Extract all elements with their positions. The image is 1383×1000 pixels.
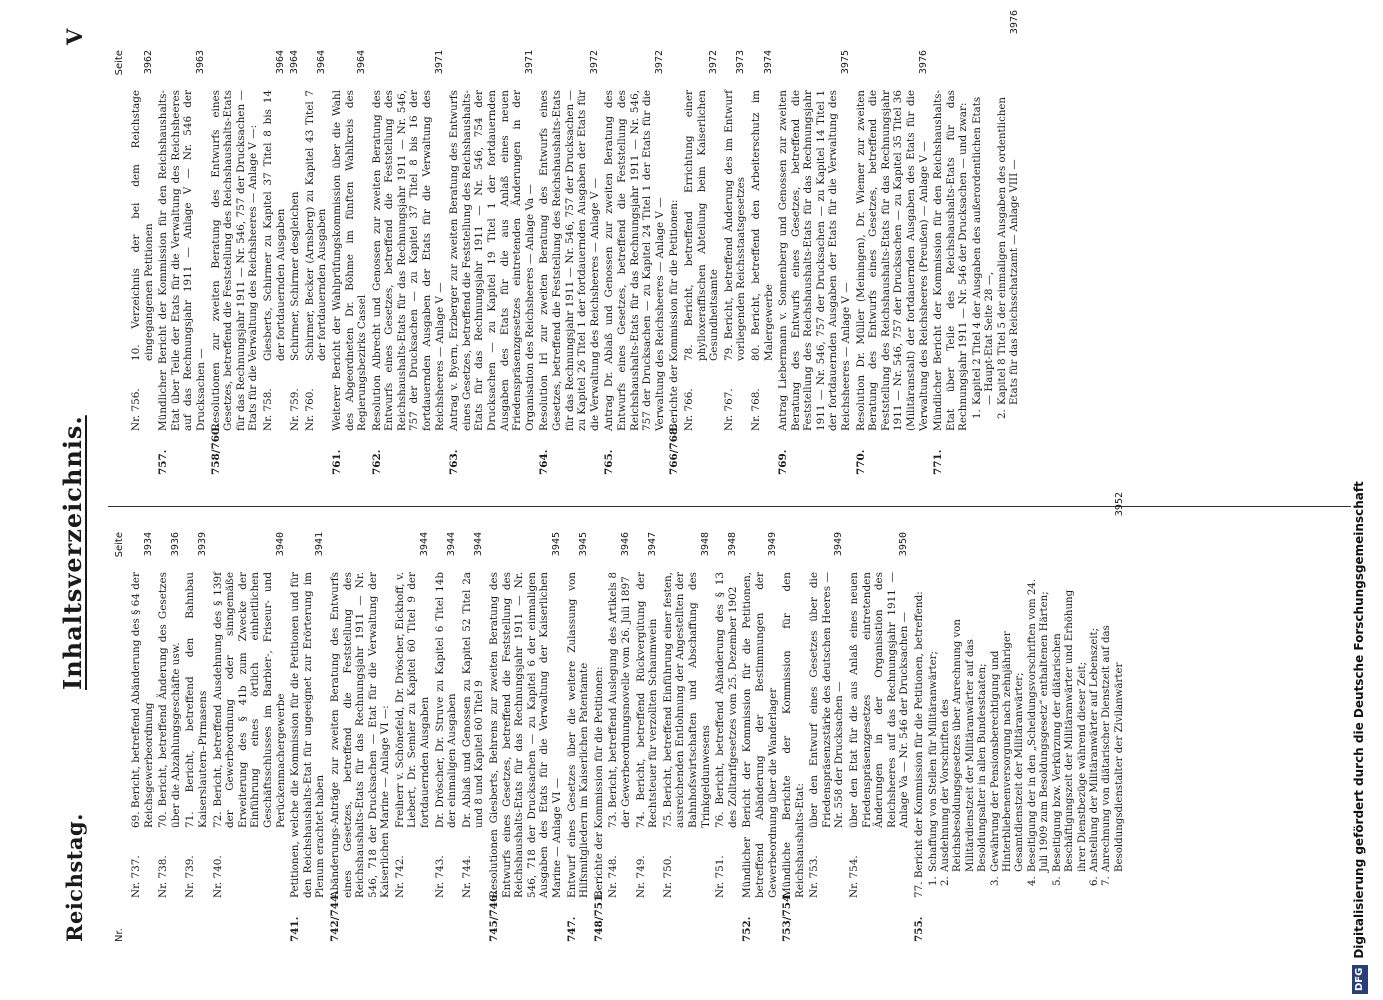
entry-title: Berichte der Kommission für die Petitionen: (592, 666, 605, 898)
toc-subentry (662, 532, 712, 898)
subentry-title: 74. Bericht, betreffend Rückvergütung der Rechtsteuer für verzollten Schaumwein (634, 572, 660, 828)
list-item-number: 1. (972, 409, 983, 419)
page-reference: 3946 (619, 532, 631, 557)
toc-entry (448, 50, 536, 475)
page-reference: 3973 (735, 50, 747, 75)
subentry-title: 79. Bericht, betreffend Änderung des im Entwurf vorliegenden Reichsstaatsgesetzes (722, 90, 748, 361)
toc-entry (603, 50, 666, 475)
subentry-number: Nr. 743. (433, 855, 446, 898)
page-reference: 3952 (1113, 492, 1125, 517)
page-reference: 3949 (766, 532, 778, 557)
subentry-number: Nr. 751. (714, 855, 727, 898)
entry-title: 77. Bericht der Kommission für die Petitionen, betreffend: (913, 591, 926, 898)
page-reference: 3948 (726, 532, 738, 557)
entry-title: Weiterer Bericht der Wahlprüfungskommission über die Wahl des Abgeordneten Dr. Böhme im fünften Wahlkreis des Regierungsbezirks Cassel (330, 90, 369, 431)
subentry-number: Nr. 740. (211, 855, 224, 898)
subentry-title: Dr. Ablaß und Genossen zu Kapitel 52 Titel 2a und 8 und Kapitel 60 Titel 9 (460, 572, 486, 828)
page-reference: 3962 (142, 50, 154, 75)
toc-subentry (461, 532, 486, 898)
subentry-title: Schirmer, Becker (Arnsberg) zu Kapitel 43 Titel 7 der fortdauernden Ausgaben (303, 90, 329, 361)
footer-text: Digitalisierung gefördert durch die Deutsche Forschungsgemeinschaft (1352, 481, 1366, 959)
subentry-number: Nr. 748. (607, 855, 620, 898)
entry-title: Abänderungs-Anträge zur zweiten Beratung des Entwurfs eines Gesetzes, betreffend die Feststellung des Reichshaushalts-Etats für das Rechnungsjahr 1911 — Nr. 546, 718 der Drucksachen — Etat für die Verwaltung der Kaiserlichen Marine — Anlage VI —: (328, 572, 392, 898)
page-reference: 3976 (1009, 10, 1021, 35)
list-item-number: 2. (996, 409, 1008, 419)
entry-number: 764. (538, 449, 551, 475)
page-reference: 3948 (699, 532, 711, 557)
page-reference: 3975 (840, 50, 852, 75)
list-item-number: 7. (1101, 876, 1113, 886)
toc-entry (855, 50, 931, 475)
toc-entry (913, 532, 926, 942)
list-item-number: 1. (927, 876, 939, 886)
entry-number: 765. (603, 449, 616, 475)
toc-entry (289, 532, 327, 942)
entry-title: Antrag v. Byern, Erzberger zur zweiten Beratung des Entwurfs eines Gesetzes, betreffend die Feststellung des Reichshaushalts-Etats für das Rechnungsjahr 1911 — Nr. 546, 754 der Drucksachen — zu Kapitel 19 Titel 1 der fortdauernden Ausgaben des Etats für die aus Anlaß eines neuen Friedenspräsenzgesetzes eintretenden Änderungen in der Organisation des Reichsheeres — Anlage Va — (448, 90, 536, 431)
header-center-title: Inhaltsverzeichnis. (58, 415, 87, 690)
subentry-title: 78. Bericht, betreffend Errichtung einer phylloxeraffischen Abteilung beim Kaiserlichen Gesundheitsamte (682, 90, 721, 361)
subentry-title: 70. Bericht, betreffend Änderung des Gesetzes über die Abzahlungsgeschäfte usw. (157, 572, 182, 828)
list-item (940, 572, 990, 886)
list-item-number: 6. (1088, 876, 1100, 886)
subentry-number: Nr. 754. (848, 855, 861, 898)
enumerated-list (927, 492, 1127, 886)
entry-number: 770. (854, 449, 867, 475)
enumerated-list (972, 10, 1022, 419)
toc-subentry (130, 50, 155, 431)
toc-entry (668, 50, 681, 475)
entry-number: 741. (289, 916, 302, 942)
subentry-title: über den Entwurf eines Gesetzes über die Friedenspräsenzstärke des deutschen Heeres — Nr. 558 der Drucksachen — (808, 572, 846, 828)
right-column-header (114, 50, 130, 475)
list-item-text: Anstellung der Militäranwärter auf Lebenszeit; (1088, 627, 1100, 872)
entry-title: Antrag Dr. Ablaß und Genossen zur zweiten Beratung des Entwurfs eines Gesetzes, betreffend die Feststellung des Reichshaushalts-Etats für das Rechnungsjahr 1911 — Nr. 546, 757 der Drucksachen — zu Kapitel 24 Titel 1 der Etats für die Verwaltung des Reichsheeres — Anlage V — (603, 90, 666, 431)
entry-number: 753/754. (781, 891, 794, 942)
list-item (1027, 572, 1052, 886)
digitization-footer (1346, 6, 1372, 994)
subentry-title: 71. Bericht, betreffend den Bahnbau Kaiserslautern–Pirmasens (184, 572, 209, 828)
subentry-title: Dr. Dröscher, Dr. Struve zu Kapitel 6 Titel 14b der einmaligen Ausgaben (433, 572, 459, 828)
left-entries (130, 492, 1126, 942)
subentry-number: Nr. 760. (303, 388, 316, 431)
list-item (928, 572, 940, 886)
subentry-title: Giesberts, Schirmer zu Kapitel 37 Titel 8 bis 14 der fortdauernden Ausgaben (261, 90, 287, 361)
seite-label: Seite (114, 50, 125, 76)
page-reference: 3976 (917, 50, 929, 75)
page-reference: 3945 (578, 532, 590, 557)
seite-label: Seite (114, 532, 125, 558)
entry-title: Mündlicher Bericht der Kommission für die Petitionen, betreffend Abänderung der Bestimmungen der Gewerbeordnung über die Wanderlager (741, 572, 779, 898)
page-reference: 3972 (588, 50, 600, 75)
entry-number: 763. (448, 449, 461, 475)
subentry-title: 75. Bericht, betreffend Einführung einer festen, ausreichenden Entlohnung der Angestellten der Bahnhofswirtschaften und Abschaffung des Trinkgeldunwesens (661, 572, 712, 828)
header-left-title: Reichstag. (62, 813, 87, 942)
entry-number: 769. (777, 449, 790, 475)
toc-subentry (848, 532, 911, 898)
page-reference: 3972 (708, 50, 720, 75)
entry-title: Entwurf eines Gesetzes über die weitere Zulassung von Hilfsmitgliedern im Kaiserlichen Patentamte (565, 572, 591, 898)
entry-title: Mündlicher Bericht der Kommission für den Reichshaushalts-Etat über Teile des Reichshaushalts-Etats für das Rechnungsjahr 1911 — Nr. 546 der Drucksachen — und zwar: (932, 90, 970, 431)
list-item-text: Schaffung von Stellen für Militäranwärter; (927, 651, 939, 872)
toc-entry (932, 50, 970, 475)
subentry-number: Nr. 742. (393, 855, 406, 898)
toc-entry (157, 50, 207, 475)
toc-entry (593, 532, 606, 942)
page-header (58, 0, 98, 1000)
subentry-title: 10. Verzeichnis der bei dem Reichstage eingegangenen Petitionen (130, 90, 155, 361)
subentry-title: 80. Bericht, betreffend den Arbeiterschutz im Malergewerbe (749, 90, 775, 361)
list-item-number: 5. (1051, 876, 1063, 886)
entry-number: 752. (741, 916, 754, 942)
toc-subentry (683, 50, 721, 431)
subentry-title: über den Etat für die aus Anlaß eines neuen Friedenspräsenzgesetzes eintretenden Änderungen in der Organisation des Reichsheeres auf das Rechnungsjahr 1911 — Anlage Va — Nr. 546 der Drucksachen — (848, 572, 911, 828)
page-reference: 3971 (433, 50, 445, 75)
page-reference: 3944 (473, 532, 485, 557)
list-item (1101, 572, 1126, 886)
toc-entry (566, 532, 591, 942)
left-column-header (114, 532, 130, 942)
page-reference: 3939 (196, 532, 208, 557)
page-reference: 3944 (419, 532, 431, 557)
toc-entry (741, 532, 779, 942)
subentry-title: Schirmer, Schirmer desgleichen (289, 191, 302, 361)
toc-subentry (714, 532, 739, 898)
list-item-text: Ausdehnung der Vorschriften des Reichsbesoldungsgesetzes über Anrechnung von Militärdienstzeit der Militäranwärter auf das Besoldungsalter in allen Bundesstaaten; (940, 619, 989, 872)
list-item-number: 2. (940, 876, 952, 886)
dfg-logo: DFG (1352, 965, 1368, 994)
entry-title: Petitionen, welche die Kommission für die Petitionen und für den Reichshaushalts-Etat für ungeeignet zur Erörterung im Plenum erachtet haben (289, 572, 327, 898)
page-reference: 3944 (446, 532, 458, 557)
toc-subentry (607, 532, 632, 898)
entry-title: Mündliche Berichte der Kommission für den Reichshaushalts-Etat: (781, 572, 806, 898)
entry-number: 761. (330, 449, 343, 475)
entry-number: 745/746. (488, 891, 501, 942)
entry-title: Resolution Irl zur zweiten Beratung des Entwurfs eines Gesetzes, betreffend die Feststellung des Reichshaushalts-Etats für das Rechnungsjahr 1911 — Nr. 546, 757 der Drucksachen — zu Kapitel 26 Titel 1 der fortdauernden Ausgaben der Etats für die Verwaltung des Reichsheeres — Anlage V — (538, 90, 601, 431)
toc-subentry (157, 532, 182, 898)
page-reference: 3949 (833, 532, 845, 557)
toc-subentry (635, 532, 660, 898)
toc-subentry (130, 532, 155, 898)
entry-number: 757. (157, 449, 170, 475)
page-reference: 3971 (523, 50, 535, 75)
list-item-text: Anrechnung von diätarischer Dienstzeit auf das Besoldungsdienstalter der Zivilanwärter (1101, 625, 1125, 872)
toc-entry (331, 50, 369, 475)
entry-number: 758/760. (209, 424, 222, 475)
subentry-number: Nr. 767. (722, 388, 735, 431)
left-column (114, 492, 1126, 942)
page-reference: 3964 (316, 50, 328, 75)
subentry-number: Nr. 749. (634, 855, 647, 898)
subentry-number: Nr. 766. (682, 388, 695, 431)
list-item-number: 3. (989, 876, 1001, 886)
subentry-number: Nr. 750. (661, 855, 674, 898)
nr-label: Nr. (114, 928, 125, 942)
subentry-title: 69. Bericht, betreffend Abänderung des § 64 der Reichsgewerbeordnung (130, 572, 155, 828)
page-reference: 3974 (762, 50, 774, 75)
page-reference: 3936 (169, 532, 181, 557)
subentry-title: 76. Bericht, betreffend Abänderung des § 13 des Zolltarifgesetzes vom 25. Dezember 1902 (714, 572, 739, 828)
subentry-title: Freiherr v. Schönefeld, Dr. Dröscher, Eickhoff, v. Liebert, Dr. Semler zu Kapitel 60 Titel 9 der fortdauernden Ausgaben (393, 572, 432, 828)
subentry-title: 72. Bericht, betreffend Ausdehnung des § 139f der Gewerbeordnung oder sinngemäße Erweiterung des § 41b zum Zwecke der Einführung eines örtlich einheitlichen Geschäftsschlusses im Barbier-, Friseur- und Perückenmachergewerbe (211, 572, 287, 828)
right-column (114, 10, 1022, 475)
subentry-number: Nr. 738. (157, 855, 170, 898)
page-reference: 3963 (194, 50, 206, 75)
toc-entry (488, 532, 564, 942)
toc-entry (371, 50, 447, 475)
toc-subentry (184, 532, 209, 898)
list-item (1089, 572, 1101, 886)
toc-entry (538, 50, 601, 475)
entry-number: 766/768. (668, 424, 681, 475)
subentry-number: Nr. 739. (184, 855, 197, 898)
toc-subentry (262, 50, 287, 431)
toc-subentry (394, 532, 432, 898)
page-reference: 3964 (274, 50, 286, 75)
page-reference: 3964 (356, 50, 368, 75)
toc-subentry (808, 532, 846, 898)
list-item-text: Beseitigung bzw. Verkürzung der diätarischen Beschäftigungszeit der Militäranwärter und Erhöhung ihrer Dienstbezüge während dieser Zeit; (1051, 589, 1088, 872)
subentry-number: Nr. 744. (460, 855, 473, 898)
entry-number: 742/744. (328, 891, 341, 942)
entry-title: Mündlicher Bericht der Kommission für den Reichshaushalts-Etat über Teile der Etats für die Verwaltung des Reichsheeres auf das Rechnungsjahr 1911 — Anlage V — Nr. 546 der Drucksachen — (157, 90, 207, 431)
subentry-number: Nr. 737. (130, 855, 142, 898)
subentry-number: Nr. 768. (749, 388, 762, 431)
subentry-number: Nr. 756. (130, 388, 142, 431)
entry-number: 755. (913, 916, 926, 942)
toc-subentry (750, 50, 775, 431)
list-item (1052, 572, 1089, 886)
entry-title: Antrag Liebermann v. Sonnenberg und Genossen zur zweiten Beratung des Entwurfs eines Gesetzes, betreffend die Feststellung des Reichshaushalts-Etats für das Rechnungsjahr 1911 — Nr. 546, 757 der Drucksachen — zu Kapitel 14 Titel 1 der fortdauernden Ausgaben der Etats für die Verwaltung des Reichsheeres — Anlage V — (777, 90, 853, 431)
entry-title: Resolution Albrecht und Genossen zur zweiten Beratung des Entwurfs eines Gesetzes, betreffend die Feststellung des Reichshaushalts-Etats für das Rechnungsjahr 1911 — Nr. 546, 757 der Drucksachen — zu Kapitel 37 Titel 8 bis 16 der fortdauernden Ausgaben der Etats für die Verwaltung des Reichsheeres — Anlage V — (370, 90, 446, 431)
entry-number: 762. (370, 449, 383, 475)
subentry-number: Nr. 759. (289, 388, 302, 431)
page-reference: 3940 (274, 532, 286, 557)
toc-entry (781, 532, 806, 942)
toc-subentry (723, 50, 748, 431)
list-item-text: Kapitel 2 Titel 4 der Ausgaben des außerordentlichen Etats — Haupt-Etat Seite 28 —, (972, 96, 996, 405)
entry-title: Resolution Dr. Müller (Meiningen), Dr. Wiemer zur zweiten Beratung des Entwurfs eines Gesetzes, betreffend die Feststellung des Reichshaushalts-Etats für das Rechnungsjahr 1911 — Nr. 546, 757 der Drucksachen — zu Kapitel 35 Titel 36 (Militäranstalt) der fortdauernden Ausgaben des Etats für die Verwaltung des Reichsheeres (Preußen) — Anlage V — (854, 90, 930, 431)
toc-entry (210, 50, 260, 475)
toc-entry (329, 532, 392, 942)
entry-number: 748/751. (592, 891, 605, 942)
list-item-text: Kapitel 8 Titel 5 der einmaligen Ausgaben des ordentlichen Etats für das Reichsschatzamt — Anlage VIII — (996, 97, 1021, 405)
toc-subentry (212, 532, 288, 898)
page-reference: 3964 (289, 50, 301, 75)
toc-subentry (304, 50, 329, 431)
toc-subentry (434, 532, 459, 898)
page-reference: 3941 (314, 532, 326, 557)
toc-subentry (289, 50, 302, 431)
list-item-number: 4. (1026, 876, 1038, 886)
entry-number: 747. (565, 916, 578, 942)
subentry-number: Nr. 758. (261, 388, 274, 431)
list-item (972, 90, 997, 419)
list-item (990, 572, 1027, 886)
page-reference: 3972 (653, 50, 665, 75)
page-reference: 3950 (898, 532, 910, 557)
list-item-text: Beseitigung der in den „Scheidungsvorschriften vom 24. Juli 1909 zum Besoldungsgesetz“ enthaltenen Härten; (1026, 578, 1051, 872)
list-item (997, 90, 1022, 419)
list-item-text: Gewährung der Pensionsberechtigung und Hinterbliebenenversorgung nach zehnjähriger Gesamtdienstzeit der Militäranwärter; (989, 631, 1026, 872)
column-divider (108, 506, 1351, 507)
page-reference: 3945 (551, 532, 562, 557)
toc-entry (777, 50, 853, 475)
page-reference: 3934 (142, 532, 154, 557)
header-page-numeral: V (62, 28, 87, 45)
entry-title: Resolutionen Giesberts, Behrens zur zweiten Beratung des Entwurfs eines Gesetzes, betreffend die Feststellung des Reichshaushalts-Etats für das Rechnungsjahr 1911 — Nr. 546, 718 der Drucksachen — zu Kapitel 6 der einmaligen Ausgaben des Etats für die Verwaltung der Kaiserlichen Marine — Anlage VI — (488, 572, 563, 898)
entry-number: 771. (932, 449, 945, 475)
subentry-title: 73. Bericht, betreffend Auslegung des Artikels 8 der Gewerbeordnungsnovelle vom 26. Juli 1897 (607, 572, 632, 828)
subentry-number: Nr. 753. (808, 855, 821, 898)
page-reference: 3947 (647, 532, 659, 557)
entry-title: Berichte der Kommission für die Petitionen: (668, 199, 681, 431)
entry-title: Resolutionen zur zweiten Beratung des Entwurfs eines Gesetzes, betreffend die Feststellung des Reichshaushalts-Etats für das Rechnungsjahr 1911 — Nr. 546, 757 der Drucksachen — Etats für die Verwaltung des Reichsheeres — Anlage V —: (209, 90, 260, 431)
right-entries (130, 10, 1022, 475)
